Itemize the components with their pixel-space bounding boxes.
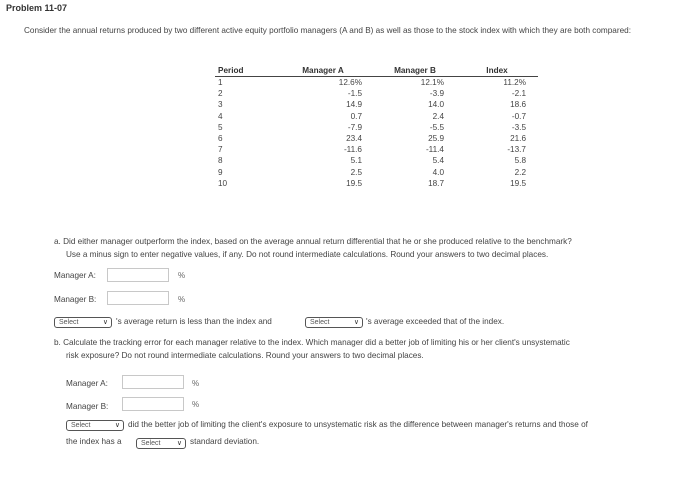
cell-period: 1	[218, 78, 223, 87]
cell-period: 2	[218, 89, 223, 99]
part-b-sentence-2-end: standard deviation.	[190, 437, 260, 446]
cell-index: 11.2%	[503, 78, 526, 87]
table-row	[215, 111, 538, 122]
part-b-question-line2: risk exposure? Do not round intermediate calculations. Round your answers to two decimal places.	[66, 351, 424, 360]
part-a-sentence-mid: 's average return is less than the index and	[116, 317, 272, 326]
cell-index: 18.6	[510, 100, 526, 110]
table-row	[215, 88, 538, 99]
cell-manager-a: 0.7	[350, 111, 362, 121]
cell-index: 21.6	[510, 134, 526, 144]
chevron-down-icon: ∨	[102, 319, 108, 326]
part-a-select-2-value: Select	[310, 319, 330, 326]
problem-intro: Consider the annual returns produced by two different active equity portfolio managers (A and B) as well as those to the stock index with which they are both compared:	[24, 26, 631, 35]
cell-index: -2.1	[511, 89, 526, 99]
cell-period: 8	[218, 156, 223, 166]
cell-manager-a: 2.5	[350, 167, 362, 177]
cell-manager-b: -5.5	[429, 122, 444, 132]
cell-manager-b: 12.1%	[420, 78, 444, 87]
table-header-row	[215, 64, 538, 77]
part-b-select-2-value: Select	[141, 440, 161, 447]
table-row	[215, 167, 538, 178]
table-row	[215, 99, 538, 110]
cell-manager-a: 12.6%	[338, 78, 362, 87]
part-a-manager-b-input[interactable]	[107, 291, 169, 305]
part-b-question-line1: b. Calculate the tracking error for each manager relative to the index. Which manager did a better job of limiting his or her client's unsystematic	[54, 338, 570, 347]
part-b-select-2[interactable]	[136, 438, 186, 449]
table-row	[215, 122, 538, 133]
cell-period: 6	[218, 134, 223, 144]
cell-period: 9	[218, 167, 223, 177]
part-b-manager-a-unit: %	[192, 379, 200, 388]
chevron-down-icon: ∨	[114, 422, 120, 429]
part-b-select-1[interactable]	[66, 420, 124, 431]
part-a-manager-b-label: Manager B:	[54, 295, 97, 304]
cell-period: 4	[218, 111, 223, 121]
table-row	[215, 133, 538, 144]
part-a-manager-a-input[interactable]	[107, 268, 169, 282]
cell-index: 19.5	[510, 178, 526, 188]
part-b-sentence-2-start: the index has a	[66, 437, 122, 446]
header-index: Index	[456, 64, 538, 77]
header-period: Period	[215, 64, 272, 77]
cell-manager-a: -11.6	[343, 145, 362, 155]
cell-manager-b: 5.4	[432, 156, 444, 166]
part-b-select-1-value: Select	[71, 422, 91, 429]
part-a-manager-b-unit: %	[178, 295, 186, 304]
part-b-manager-a-input[interactable]	[122, 375, 184, 389]
part-b-manager-a-label: Manager A:	[66, 379, 108, 388]
cell-period: 5	[218, 122, 223, 132]
cell-index: 5.8	[514, 156, 526, 166]
part-a-select-1[interactable]	[54, 317, 112, 328]
cell-manager-b: 25.9	[428, 134, 444, 144]
cell-period: 7	[218, 145, 223, 155]
cell-manager-a: -7.9	[347, 122, 362, 132]
part-a-sentence-end: 's average exceeded that of the index.	[366, 317, 505, 326]
cell-manager-b: 14.0	[428, 100, 444, 110]
table-row	[215, 144, 538, 155]
cell-manager-b: 18.7	[428, 178, 444, 188]
chevron-down-icon: ∨	[353, 319, 359, 326]
problem-title: Problem 11-07	[6, 3, 68, 13]
part-a-manager-a-label: Manager A:	[54, 271, 96, 280]
chevron-down-icon: ∨	[176, 440, 182, 447]
cell-manager-a: 5.1	[350, 156, 362, 166]
cell-manager-a: 19.5	[346, 178, 362, 188]
part-a-question-line1: a. Did either manager outperform the index, based on the average annual return differential that he or she produced relative to the benchmark?	[54, 237, 572, 246]
cell-period: 10	[218, 178, 228, 188]
part-a-question-line2: Use a minus sign to enter negative values, if any. Do not round intermediate calculations. Round your answers to two decimal places.	[66, 250, 549, 259]
header-manager-b: Manager B	[374, 64, 456, 77]
returns-table	[215, 64, 538, 189]
cell-index: -3.5	[511, 122, 526, 132]
cell-manager-a: 14.9	[346, 100, 362, 110]
part-a-manager-a-unit: %	[178, 271, 186, 280]
cell-manager-b: -3.9	[429, 89, 444, 99]
table-row	[215, 155, 538, 166]
cell-manager-a: -1.5	[347, 89, 362, 99]
part-b-sentence-1: did the better job of limiting the client's exposure to unsystematic risk as the difference between manager's returns and those of	[128, 420, 588, 429]
cell-index: 2.2	[514, 167, 526, 177]
table-row	[215, 178, 538, 189]
part-a-select-2[interactable]	[305, 317, 363, 328]
cell-manager-b: -11.4	[425, 145, 444, 155]
cell-manager-b: 2.4	[432, 111, 444, 121]
cell-period: 3	[218, 100, 223, 110]
cell-manager-a: 23.4	[346, 134, 362, 144]
header-manager-a: Manager A	[272, 64, 374, 77]
part-b-manager-b-label: Manager B:	[66, 402, 109, 411]
cell-index: -13.7	[507, 145, 526, 155]
cell-manager-b: 4.0	[432, 167, 444, 177]
part-b-manager-b-unit: %	[192, 400, 200, 409]
part-a-select-1-value: Select	[59, 319, 79, 326]
part-b-manager-b-input[interactable]	[122, 397, 184, 411]
cell-index: -0.7	[511, 111, 526, 121]
table-row	[215, 77, 538, 89]
